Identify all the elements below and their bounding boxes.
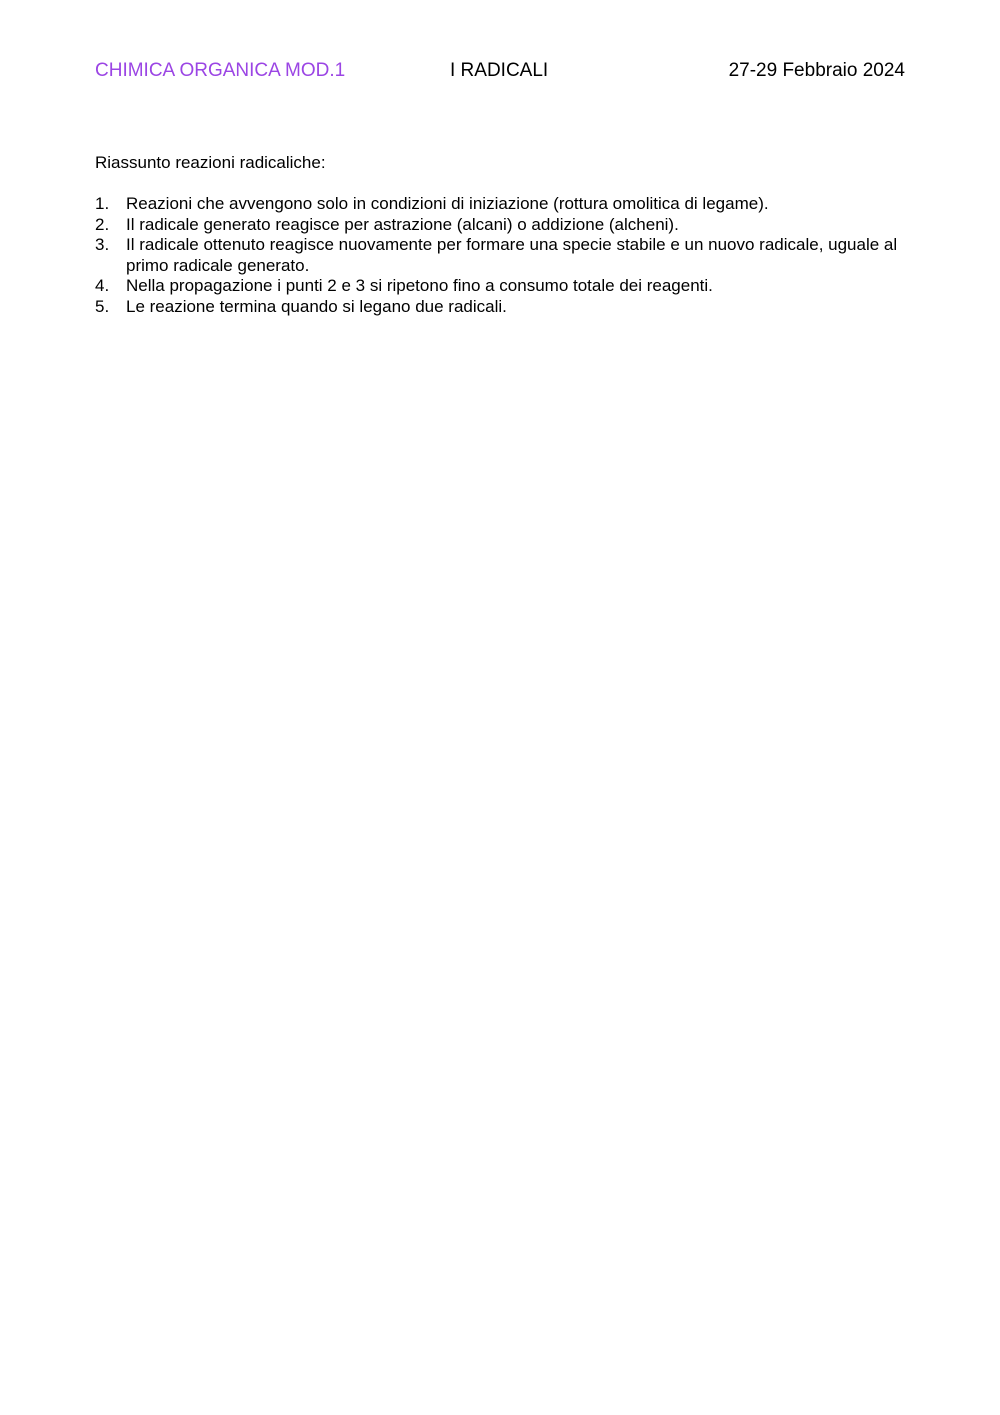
page-content: [95, 153, 905, 317]
list-item-number: 2.: [95, 214, 110, 234]
list-item: [95, 235, 905, 276]
course-title: CHIMICA ORGANICA MOD.1: [95, 60, 346, 81]
reaction-summary-list: [95, 194, 905, 317]
list-item-text: Nella propagazione i punti 2 e 3 si ripetono fino a consumo totale dei reagenti.: [126, 276, 713, 295]
topic-title: I RADICALI: [450, 60, 549, 81]
list-item: [95, 297, 905, 318]
list-item: [95, 215, 905, 236]
page-header: [95, 58, 905, 84]
list-item-text: Il radicale generato reagisce per astrazione (alcani) o addizione (alcheni).: [126, 214, 679, 234]
summary-heading: Riassunto reazioni radicaliche:: [95, 153, 326, 172]
list-item-number: 4.: [95, 276, 110, 295]
list-item-number: 3.: [95, 235, 110, 254]
lecture-date: 27-29 Febbraio 2024: [728, 60, 905, 81]
list-item-number: 5.: [95, 296, 110, 316]
list-item-text: Reazioni che avvengono solo in condizioni di iniziazione (rottura omolitica di legame).: [126, 194, 769, 213]
list-item-number: 1.: [95, 194, 110, 213]
list-item-text: Le reazione termina quando si legano due radicali.: [126, 296, 507, 316]
list-item: [95, 194, 905, 215]
list-item-text: Il radicale ottenuto reagisce nuovamente per formare una specie stabile e un nuovo radicale, uguale al primo radicale generato.: [126, 235, 898, 275]
list-item: [95, 276, 905, 297]
